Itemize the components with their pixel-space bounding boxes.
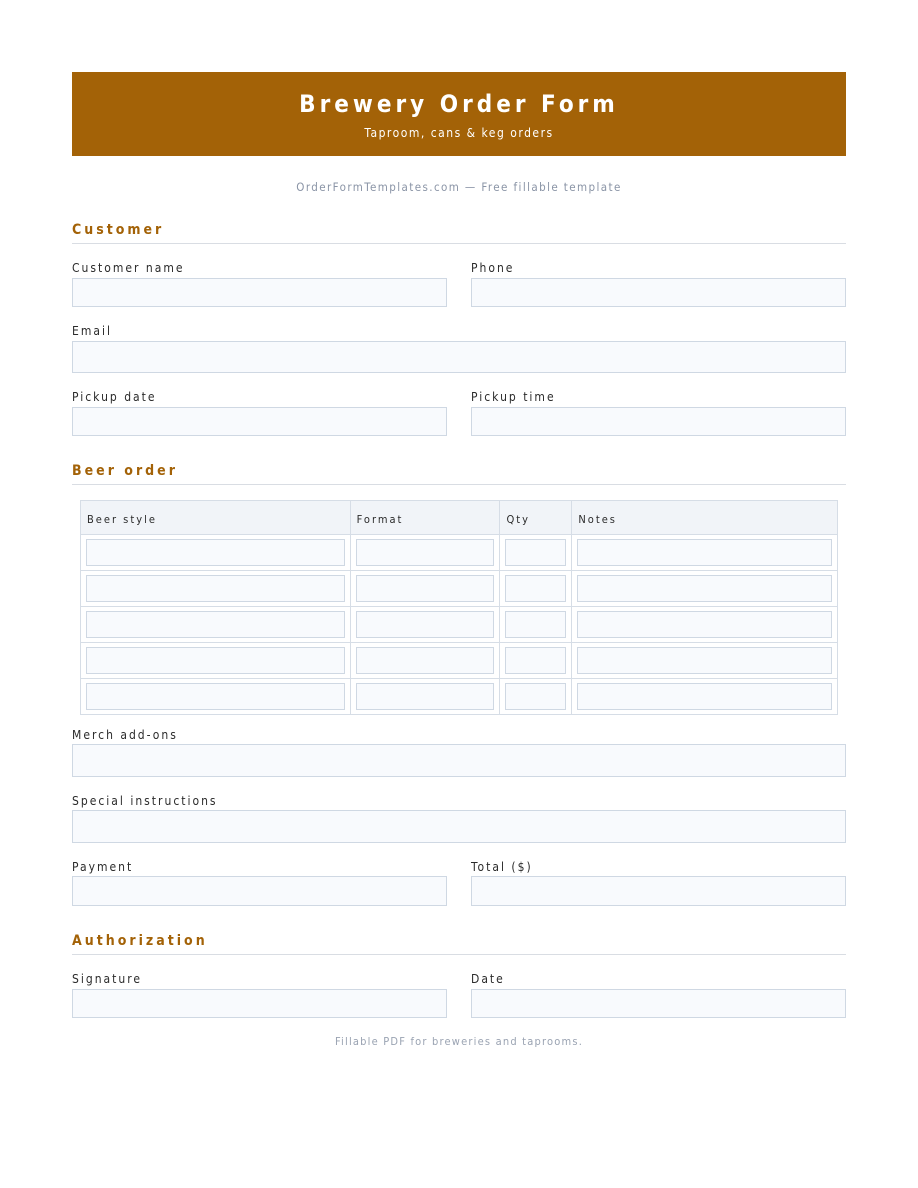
qty-input[interactable] xyxy=(505,575,566,602)
table-row xyxy=(81,535,838,571)
table-cell xyxy=(350,607,500,643)
special-instructions-field[interactable] xyxy=(72,810,846,843)
merch-addons-field[interactable] xyxy=(72,744,846,777)
beer-style-input[interactable] xyxy=(86,611,345,638)
table-cell xyxy=(572,571,838,607)
table-cell xyxy=(81,679,351,715)
table-header-row xyxy=(81,501,838,535)
section-title-authorization: Authorization xyxy=(72,933,846,955)
customer-name-label: Customer name xyxy=(72,261,185,275)
footer-note: Fillable PDF for breweries and taprooms. xyxy=(334,1035,584,1048)
notes-input[interactable] xyxy=(577,575,832,602)
column-header-qty: Qty xyxy=(500,501,572,535)
table-cell xyxy=(500,571,572,607)
section-title-customer: Customer xyxy=(72,222,846,244)
table-cell xyxy=(572,679,838,715)
signature-field[interactable] xyxy=(72,989,447,1018)
notes-input[interactable] xyxy=(577,683,832,710)
table-cell xyxy=(81,535,351,571)
table-row xyxy=(81,643,838,679)
notes-input[interactable] xyxy=(577,611,832,638)
format-input[interactable] xyxy=(356,647,495,674)
form-subtitle: Taproom, cans & keg orders xyxy=(364,126,554,140)
source-line: OrderFormTemplates.com — Free fillable template xyxy=(296,180,622,194)
phone-field[interactable] xyxy=(471,278,846,307)
table-cell xyxy=(81,643,351,679)
beer-style-input[interactable] xyxy=(86,647,345,674)
section-title-beer-order: Beer order xyxy=(72,463,846,485)
pickup-time-label: Pickup time xyxy=(471,390,556,404)
table-cell xyxy=(350,679,500,715)
notes-input[interactable] xyxy=(577,539,832,566)
qty-input[interactable] xyxy=(505,647,566,674)
format-input[interactable] xyxy=(356,575,495,602)
customer-name-field[interactable] xyxy=(72,278,447,307)
qty-input[interactable] xyxy=(505,539,566,566)
table-cell xyxy=(572,535,838,571)
table-cell xyxy=(500,535,572,571)
table-cell xyxy=(572,607,838,643)
table-row xyxy=(81,607,838,643)
table-cell xyxy=(500,679,572,715)
date-label: Date xyxy=(471,972,505,986)
beer-order-table xyxy=(80,500,838,715)
table-cell xyxy=(350,535,500,571)
notes-input[interactable] xyxy=(577,647,832,674)
payment-label: Payment xyxy=(72,860,134,874)
beer-style-input[interactable] xyxy=(86,575,345,602)
beer-style-input[interactable] xyxy=(86,683,345,710)
total-label: Total ($) xyxy=(471,860,533,874)
column-header-beer-style: Beer style xyxy=(81,501,351,535)
form-title: Brewery Order Form xyxy=(299,90,619,118)
table-cell xyxy=(81,571,351,607)
format-input[interactable] xyxy=(356,611,495,638)
special-instructions-label: Special instructions xyxy=(72,794,218,808)
pickup-date-label: Pickup date xyxy=(72,390,157,404)
qty-input[interactable] xyxy=(505,683,566,710)
format-input[interactable] xyxy=(356,539,495,566)
email-field[interactable] xyxy=(72,341,846,373)
header-banner xyxy=(72,72,846,156)
merch-addons-label: Merch add-ons xyxy=(72,728,178,742)
table-cell xyxy=(572,643,838,679)
qty-input[interactable] xyxy=(505,611,566,638)
pickup-date-field[interactable] xyxy=(72,407,447,436)
table-cell xyxy=(350,643,500,679)
table-cell xyxy=(500,643,572,679)
beer-style-input[interactable] xyxy=(86,539,345,566)
table-row xyxy=(81,571,838,607)
email-label: Email xyxy=(72,324,112,338)
pickup-time-field[interactable] xyxy=(471,407,846,436)
total-field[interactable] xyxy=(471,876,846,906)
format-input[interactable] xyxy=(356,683,495,710)
phone-label: Phone xyxy=(471,261,515,275)
signature-label: Signature xyxy=(72,972,143,986)
column-header-format: Format xyxy=(350,501,500,535)
table-cell xyxy=(500,607,572,643)
column-header-notes: Notes xyxy=(572,501,838,535)
table-cell xyxy=(350,571,500,607)
date-field[interactable] xyxy=(471,989,846,1018)
payment-field[interactable] xyxy=(72,876,447,906)
table-cell xyxy=(81,607,351,643)
table-row xyxy=(81,679,838,715)
